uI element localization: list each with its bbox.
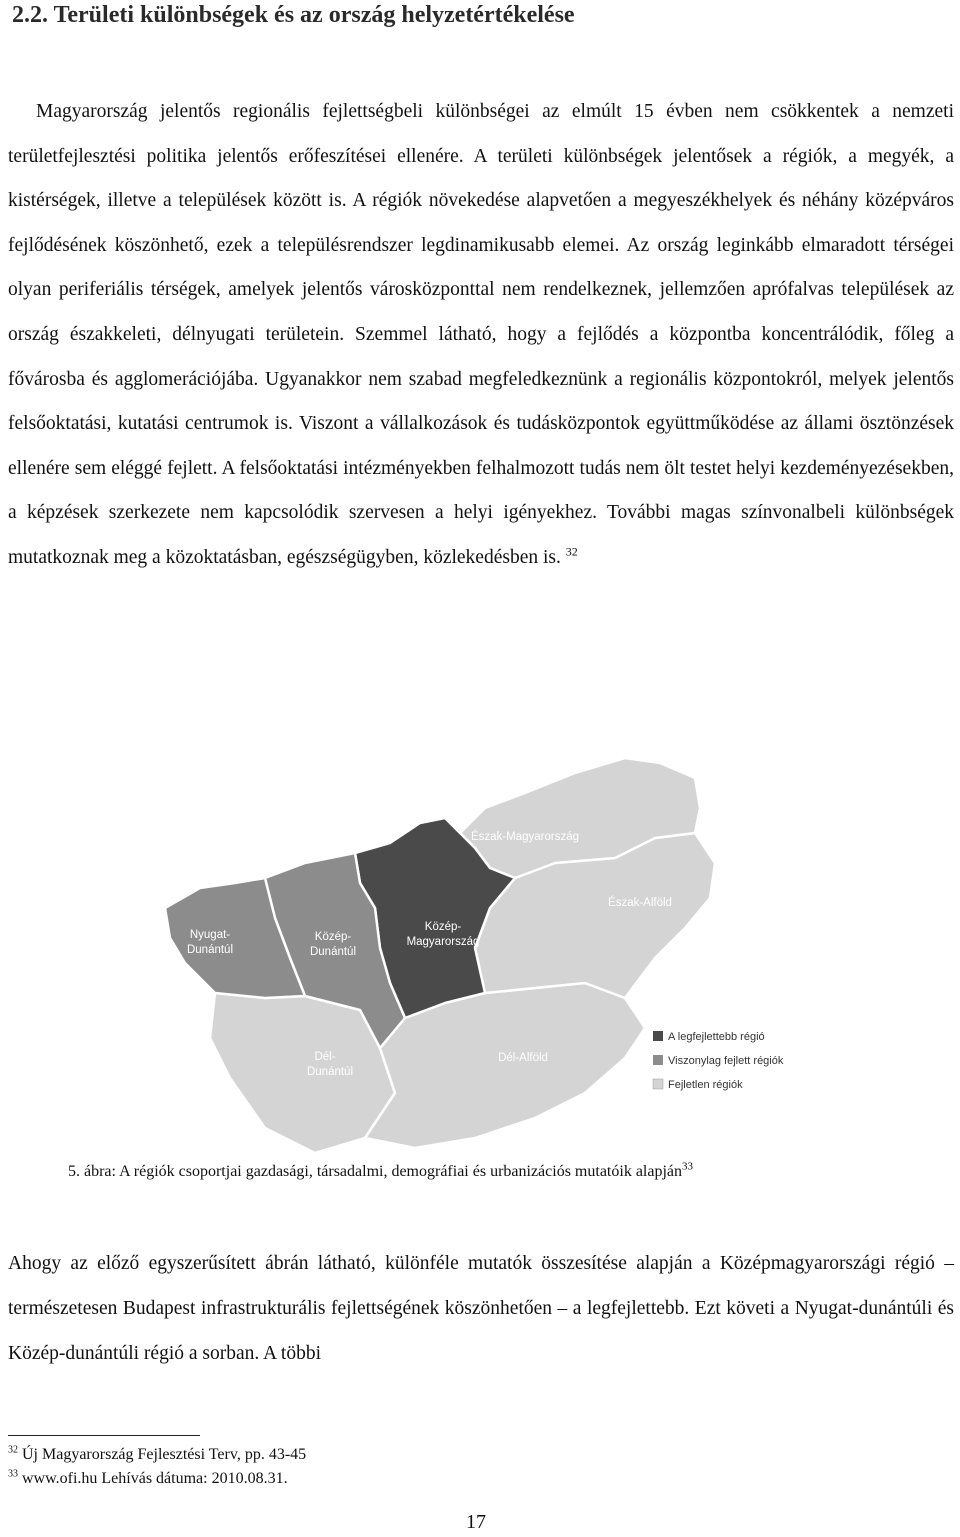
label-kozep-dunantul-1: Közép- (314, 931, 352, 943)
footnote-number: 32 (8, 1444, 18, 1456)
footnotes (8, 1443, 306, 1491)
label-del-alfold: Dél-Alföld (498, 1052, 548, 1064)
label-eszak-magyarorszag: Észak-Magyarország (470, 831, 580, 843)
label-eszak-alfold: Észak-Alföld (608, 897, 672, 909)
legend-swatch-fejletlen (653, 1079, 663, 1089)
label-del-dunantul-1: Dél- (314, 1051, 336, 1063)
figure-caption-text: 5. ábra: A régiók csoportjai gazdasági, társadalmi, demográfiai és urbanizációs mutatóik alapján (68, 1163, 683, 1180)
footnote-number: 33 (8, 1468, 18, 1480)
label-del-dunantul-2: Dunántúl (306, 1066, 354, 1078)
figure-caption (68, 1160, 694, 1181)
label-nyugat-dunantul-2: Dunántúl (186, 944, 234, 956)
label-kozep-dunantul-2: Dunántúl (309, 946, 357, 958)
legend-label-fejletlen: Fejletlen régiók (668, 1079, 743, 1091)
legend-swatch-viszonylag-fejlett (653, 1055, 663, 1065)
legend-label-viszonylag-fejlett: Viszonylag fejlett régiók (668, 1055, 784, 1067)
section-heading: 2.2. Területi különbségek és az ország helyzetértékelése (12, 2, 575, 28)
footnote-text: Új Magyarország Fejlesztési Terv, pp. 43-45 (22, 1446, 307, 1463)
footnote-separator (8, 1435, 200, 1436)
hungary-regions-map (155, 748, 795, 1168)
legend-label-legfejlettebb: A legfejlettebb régió (668, 1031, 765, 1043)
paragraph-intro-text: Magyarország jelentős regionális fejlettségbeli különbségei az elmúlt 15 évben nem csökkentek a nemzeti területfejlesztési politika jelentős erőfeszítései ellenére. A területi különbségek jelentősek a régiók, a megyék, a kistérségek, illetve a települések között is. A régiók növekedése alapvetően a megyeszékhelyek és néhány középváros fejlődésének köszönhető, ezek a településrendszer legdinamikusabb elemei. Az ország leginkább elmaradott térségei olyan periferiális térségek, amelyek jelentős városközponttal nem rendelkeznek, jellemzően aprófalvas települések az ország északkeleti, délnyugati területein. Szemmel látható, hogy a fejlődés a központba koncentrálódik, főleg a fővárosba és agglomerációjába. Ugyanakkor nem szabad megfeledkeznünk a regionális központokról, melyek jelentős felsőoktatási, kutatási centrumok is. Viszont a vállalkozások és tudásközpontok együttműködése az állami ösztönzések ellenére sem eléggé fejlett. A felsőoktatási intézményekben felhalmozott tudás nem ölt testet helyi kezdeményezésekben, a képzések szerkezete nem kapcsolódik szervesen a helyi igényekhez. További magas színvonalbeli különbségek mutatkoznak meg a közoktatásban, egészségügyben, közlekedésben is. (8, 101, 954, 568)
footnote-text: www.ofi.hu Lehívás dátuma: 2010.08.31. (22, 1470, 288, 1487)
footnote-ref-32[interactable]: 32 (565, 544, 578, 559)
paragraph-intro (8, 90, 954, 581)
paragraph-followup: Ahogy az előző egyszerűsített ábrán látható, különféle mutatók összesítése alapján a Középmagyarországi régió – természetesen Budapest infrastrukturális fejlettségének köszönhetően – a legfejlettebb. Ezt követi a Nyugat-dunántúli és Közép-dunántúli régió a sorban. A többi (8, 1253, 954, 1364)
page-number: 17 (466, 1511, 486, 1533)
label-kozep-magyarorszag-2: Magyarország (406, 936, 480, 948)
footnote-33 (8, 1467, 306, 1491)
label-nyugat-dunantul-1: Nyugat- (189, 929, 231, 941)
footnote-32 (8, 1443, 306, 1467)
legend-swatch-legfejlettebb (653, 1031, 663, 1041)
label-kozep-magyarorszag-1: Közép- (424, 921, 462, 933)
footnote-ref-33[interactable]: 33 (682, 1160, 694, 1173)
map-legend (653, 1031, 784, 1091)
